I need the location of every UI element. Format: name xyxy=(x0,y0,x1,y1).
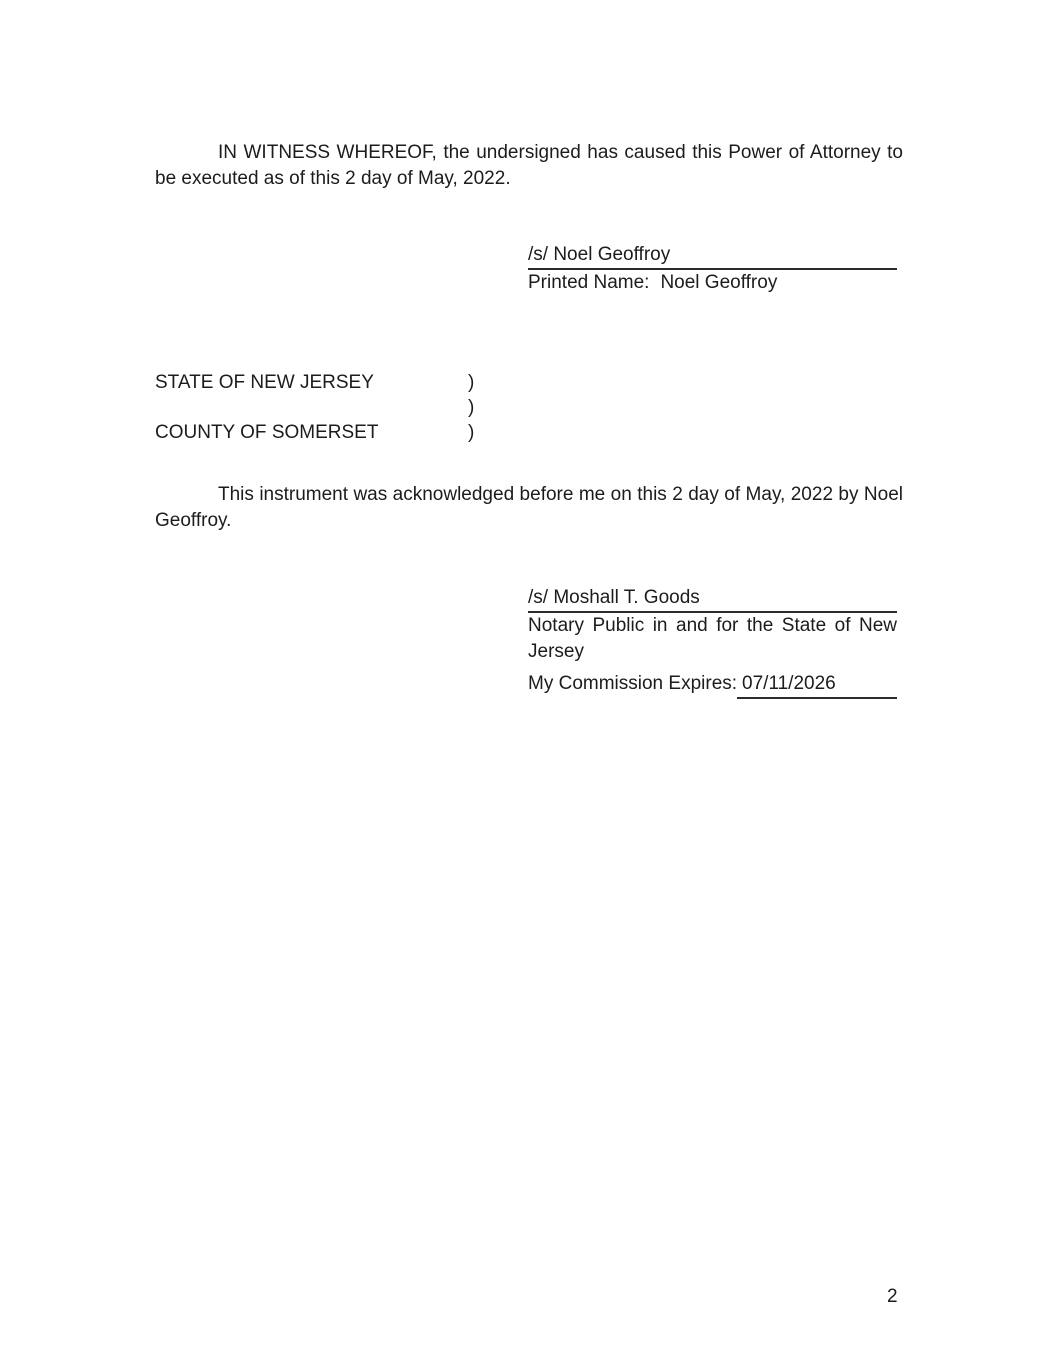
commission-expires-date: 07/11/2026 xyxy=(737,671,897,699)
venue-block xyxy=(155,370,515,445)
commission-expires-label: My Commission Expires: xyxy=(528,673,738,694)
signer-signature-line: /s/ Noel Geoffroy xyxy=(528,242,897,270)
venue-paren-1: ) xyxy=(468,372,475,393)
venue-state-label: STATE OF NEW JERSEY xyxy=(155,372,374,393)
venue-county-row xyxy=(155,420,515,445)
witness-paragraph: IN WITNESS WHEREOF, the undersigned has caused this Power of Attorney to be executed as of this 2 day of May, 2022. xyxy=(155,142,903,189)
printed-name-line xyxy=(528,270,897,296)
acknowledgment-paragraph: This instrument was acknowledged before me on this 2 day of May, 2022 by Noel Geoffroy. xyxy=(155,484,903,531)
printed-name-label: Printed Name: xyxy=(528,272,650,293)
commission-line xyxy=(528,671,897,699)
printed-name-value: Noel Geoffroy xyxy=(660,272,778,293)
venue-middle-row xyxy=(155,395,515,420)
signer-signature-block xyxy=(528,242,897,296)
page-number: 2 xyxy=(887,1286,898,1307)
notary-signature-line: /s/ Moshall T. Goods xyxy=(528,585,897,613)
notary-title: Notary Public in and for the State of New Jersey xyxy=(528,615,897,662)
venue-county-label: COUNTY OF SOMERSET xyxy=(155,422,379,443)
venue-state-row xyxy=(155,370,515,395)
venue-paren-2: ) xyxy=(468,397,475,418)
venue-paren-3: ) xyxy=(468,422,475,443)
notary-signature-block xyxy=(528,585,897,699)
